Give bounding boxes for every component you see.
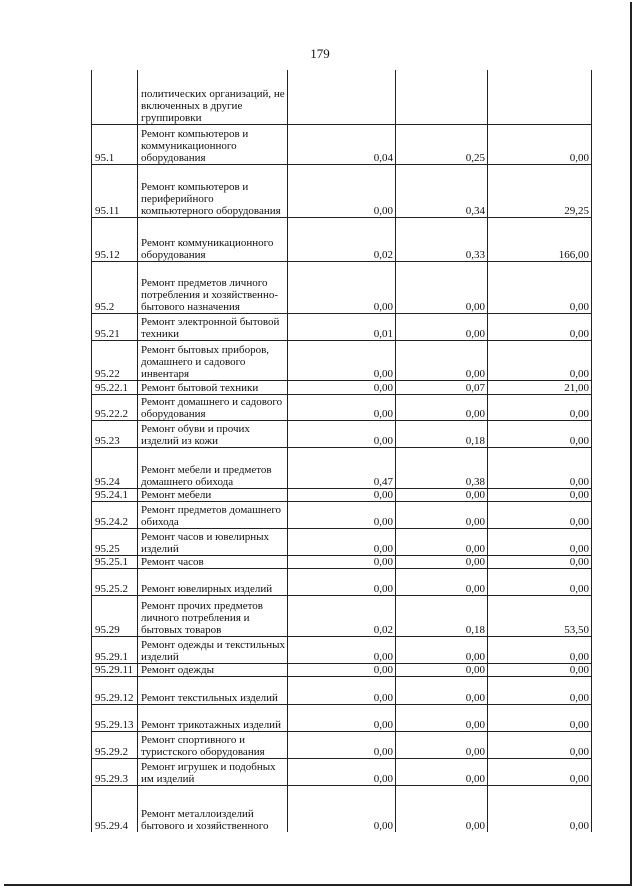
row-value-1: 0,00 <box>288 164 396 217</box>
row-value-3: 0,00 <box>488 676 592 704</box>
row-value-2: 0,00 <box>396 785 488 832</box>
row-code: 95.29.13 <box>92 704 138 731</box>
row-name: Ремонт коммуникационного оборудования <box>138 217 288 261</box>
table-row <box>92 555 592 568</box>
row-value-1: 0,00 <box>288 488 396 501</box>
row-name: Ремонт металлоизделий бытового и хозяйственного <box>138 785 288 832</box>
row-value-1: 0,00 <box>288 380 396 394</box>
row-value-1: 0,00 <box>288 704 396 731</box>
row-name: Ремонт бытовых приборов, домашнего и садового инвентаря <box>138 340 288 380</box>
row-code: 95.1 <box>92 124 138 164</box>
row-name: Ремонт мебели <box>138 488 288 501</box>
row-code: 95.25.2 <box>92 568 138 595</box>
table-row <box>92 758 592 785</box>
table-row <box>92 636 592 663</box>
row-code: 95.2 <box>92 261 138 313</box>
table-row <box>92 340 592 380</box>
table-row <box>92 528 592 555</box>
row-code: 95.29.2 <box>92 731 138 758</box>
row-code: 95.29.3 <box>92 758 138 785</box>
row-value-1: 0,00 <box>288 555 396 568</box>
row-code: 95.24.1 <box>92 488 138 501</box>
row-code: 95.23 <box>92 420 138 447</box>
row-value-1: 0,00 <box>288 501 396 528</box>
row-value-1 <box>288 70 396 124</box>
row-value-3: 166,00 <box>488 217 592 261</box>
row-value-3: 0,00 <box>488 313 592 340</box>
row-value-2: 0,00 <box>396 340 488 380</box>
row-value-2: 0,18 <box>396 420 488 447</box>
row-value-2: 0,33 <box>396 217 488 261</box>
row-value-3: 21,00 <box>488 380 592 394</box>
row-value-3: 0,00 <box>488 758 592 785</box>
row-code: 95.29.1 <box>92 636 138 663</box>
row-name: Ремонт предметов домашнего обихода <box>138 501 288 528</box>
row-value-3: 0,00 <box>488 488 592 501</box>
table-row <box>92 488 592 501</box>
row-value-1: 0,00 <box>288 785 396 832</box>
row-value-2 <box>396 70 488 124</box>
row-code: 95.29.11 <box>92 663 138 676</box>
row-code: 95.29.12 <box>92 676 138 704</box>
row-value-2: 0,00 <box>396 313 488 340</box>
row-value-3: 0,00 <box>488 447 592 488</box>
row-code: 95.11 <box>92 164 138 217</box>
row-name: политических организаций, не включенных в другие группировки <box>138 70 288 124</box>
table-body <box>92 70 592 832</box>
row-code: 95.25 <box>92 528 138 555</box>
row-name: Ремонт спортивного и туристского оборудования <box>138 731 288 758</box>
row-name: Ремонт ювелирных изделий <box>138 568 288 595</box>
table-row <box>92 676 592 704</box>
row-name: Ремонт прочих предметов личного потребления и бытовых товаров <box>138 595 288 636</box>
row-value-2: 0,25 <box>396 124 488 164</box>
row-value-2: 0,07 <box>396 380 488 394</box>
row-value-3: 0,00 <box>488 555 592 568</box>
row-name: Ремонт предметов личного потребления и хозяйственно-бытового назначения <box>138 261 288 313</box>
table-row <box>92 261 592 313</box>
row-name: Ремонт бытовой техники <box>138 380 288 394</box>
table-row <box>92 704 592 731</box>
row-name: Ремонт игрушек и подобных им изделий <box>138 758 288 785</box>
table-row <box>92 595 592 636</box>
row-value-2: 0,00 <box>396 663 488 676</box>
row-value-2: 0,34 <box>396 164 488 217</box>
table-row <box>92 70 592 124</box>
row-value-1: 0,01 <box>288 313 396 340</box>
row-value-2: 0,00 <box>396 488 488 501</box>
row-value-1: 0,00 <box>288 340 396 380</box>
table-row <box>92 731 592 758</box>
row-code <box>92 70 138 124</box>
table-row <box>92 380 592 394</box>
row-value-1: 0,00 <box>288 420 396 447</box>
row-value-3: 0,00 <box>488 420 592 447</box>
row-value-3: 0,00 <box>488 394 592 420</box>
row-code: 95.21 <box>92 313 138 340</box>
table-row <box>92 164 592 217</box>
row-value-1: 0,00 <box>288 261 396 313</box>
row-value-1: 0,47 <box>288 447 396 488</box>
row-value-3: 0,00 <box>488 663 592 676</box>
row-value-2: 0,00 <box>396 528 488 555</box>
row-value-1: 0,00 <box>288 528 396 555</box>
row-value-3: 0,00 <box>488 636 592 663</box>
row-value-2: 0,00 <box>396 568 488 595</box>
row-value-3: 29,25 <box>488 164 592 217</box>
row-value-3: 0,00 <box>488 704 592 731</box>
table-row <box>92 313 592 340</box>
row-name: Ремонт обуви и прочих изделий из кожи <box>138 420 288 447</box>
row-value-3: 0,00 <box>488 261 592 313</box>
row-value-1: 0,02 <box>288 217 396 261</box>
table-row <box>92 420 592 447</box>
row-name: Ремонт компьютеров и коммуникационного оборудования <box>138 124 288 164</box>
row-name: Ремонт электронной бытовой техники <box>138 313 288 340</box>
row-value-2: 0,00 <box>396 758 488 785</box>
row-value-3 <box>488 70 592 124</box>
row-name: Ремонт часов и ювелирных изделий <box>138 528 288 555</box>
row-code: 95.22 <box>92 340 138 380</box>
table-row <box>92 568 592 595</box>
row-value-1: 0,00 <box>288 758 396 785</box>
page-number: 179 <box>310 46 330 61</box>
row-value-2: 0,00 <box>396 261 488 313</box>
table-row <box>92 394 592 420</box>
row-value-3: 0,00 <box>488 501 592 528</box>
row-code: 95.24 <box>92 447 138 488</box>
row-name: Ремонт домашнего и садового оборудования <box>138 394 288 420</box>
row-value-1: 0,00 <box>288 731 396 758</box>
table-row <box>92 501 592 528</box>
row-name: Ремонт одежды и текстильных изделий <box>138 636 288 663</box>
row-value-1: 0,00 <box>288 568 396 595</box>
row-name: Ремонт мебели и предметов домашнего обихода <box>138 447 288 488</box>
row-value-2: 0,00 <box>396 394 488 420</box>
row-name: Ремонт часов <box>138 555 288 568</box>
row-value-1: 0,00 <box>288 394 396 420</box>
row-value-1: 0,00 <box>288 676 396 704</box>
table-row <box>92 217 592 261</box>
table-row <box>92 785 592 832</box>
row-value-1: 0,04 <box>288 124 396 164</box>
row-code: 95.29.4 <box>92 785 138 832</box>
row-value-3: 53,50 <box>488 595 592 636</box>
row-code: 95.12 <box>92 217 138 261</box>
table-row <box>92 447 592 488</box>
row-value-3: 0,00 <box>488 731 592 758</box>
row-value-3: 0,00 <box>488 785 592 832</box>
row-code: 95.25.1 <box>92 555 138 568</box>
row-code: 95.22.1 <box>92 380 138 394</box>
data-table <box>91 70 592 832</box>
row-value-3: 0,00 <box>488 568 592 595</box>
row-value-2: 0,00 <box>396 501 488 528</box>
row-value-3: 0,00 <box>488 528 592 555</box>
row-value-2: 0,00 <box>396 555 488 568</box>
row-value-3: 0,00 <box>488 124 592 164</box>
row-name: Ремонт трикотажных изделий <box>138 704 288 731</box>
table-row <box>92 663 592 676</box>
row-name: Ремонт компьютеров и периферийного компьютерного оборудования <box>138 164 288 217</box>
table-row <box>92 124 592 164</box>
row-value-2: 0,00 <box>396 676 488 704</box>
row-value-2: 0,00 <box>396 731 488 758</box>
row-value-1: 0,00 <box>288 636 396 663</box>
row-name: Ремонт одежды <box>138 663 288 676</box>
row-value-1: 0,02 <box>288 595 396 636</box>
row-value-1: 0,00 <box>288 663 396 676</box>
row-value-2: 0,38 <box>396 447 488 488</box>
row-value-2: 0,00 <box>396 704 488 731</box>
row-code: 95.24.2 <box>92 501 138 528</box>
row-code: 95.29 <box>92 595 138 636</box>
row-value-2: 0,00 <box>396 636 488 663</box>
row-value-2: 0,18 <box>396 595 488 636</box>
row-name: Ремонт текстильных изделий <box>138 676 288 704</box>
row-value-3: 0,00 <box>488 340 592 380</box>
row-code: 95.22.2 <box>92 394 138 420</box>
